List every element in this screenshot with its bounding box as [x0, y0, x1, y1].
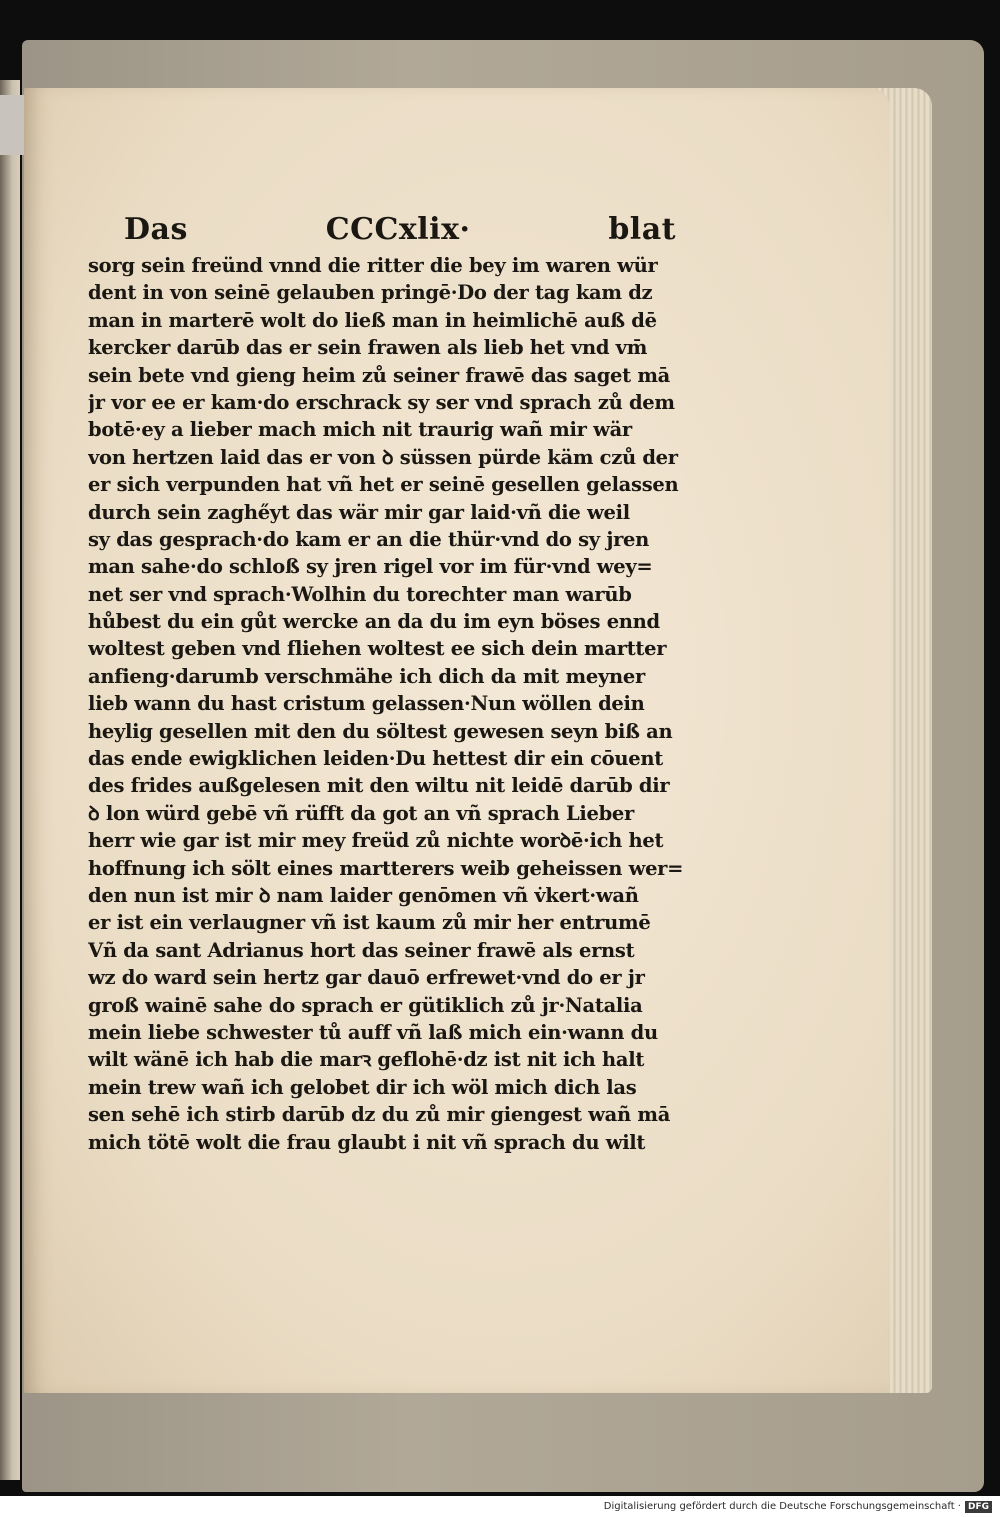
text-line: sorg sein freünd vnnd die ritter die bey im waren wür [88, 254, 658, 277]
text-line: groß wainē sahe do sprach er gütiklich zů jr·Natalia [88, 993, 643, 1017]
text-line: er sich verpunden hat vñ het er seinē gesellen gelassen [88, 473, 679, 497]
text-line: mein trew wañ ich gelobet dir ich wöl mich dich las [88, 1075, 637, 1099]
text-line: heylig gesellen mit den du söltest gewesen seyn biß an [88, 719, 673, 743]
text-line: dent in von seinē gelauben pringē·Do der tag kam dz [88, 281, 653, 305]
facing-page-edge [0, 80, 20, 1480]
text-line: hůbest du ein gůt wercke an da du im eyn böses ennd [88, 610, 660, 634]
text-line: von hertzen laid das er von ꝺ süssen pürde käm czů der [88, 445, 678, 469]
text-line: des frides außgelesen mit den wiltu nit leidē darūb dir [88, 774, 670, 798]
running-header [88, 212, 718, 252]
text-line: kercker darūb das er sein frawen als lieb het vnd vm̄ [88, 336, 648, 360]
text-line: sein bete vnd gieng heim zů seiner frawē das saget mā [88, 363, 671, 387]
text-line: herr wie gar ist mir mey freüd zů nichte worꝺē·ich het [88, 829, 664, 853]
funding-credit: Digitalisierung gefördert durch die Deutsche Forschungsgemeinschaft · [603, 1501, 961, 1512]
text-line: anfieng·darumb verschmähe ich dich da mit meyner [88, 664, 645, 688]
text-lines [88, 252, 718, 1156]
text-line: jr vor ee er kam·do erschrack sy ser vnd sprach zů dem [88, 390, 675, 414]
text-line: mich tötē wolt die frau glaubt i nit vñ sprach du wilt [88, 1130, 646, 1154]
text-line: sen sehē ich stirb darūb dz du zů mir giengest wañ mā [88, 1103, 671, 1127]
text-line: wz do ward sein hertz gar dauō erfrewet·vnd do er jr [88, 966, 645, 990]
text-line: man sahe·do schloß sy jren rigel vor im für·vnd wey= [88, 555, 653, 579]
text-line: das ende ewigklichen leiden·Du hettest dir ein cōuent [88, 747, 663, 771]
header-right: blat [608, 212, 676, 247]
text-line: lieb wann du hast cristum gelassen·Nun wöllen dein [88, 692, 645, 716]
text-line: wilt wänē ich hab die marꝛ geflohē·dz ist nit ich halt [88, 1048, 645, 1072]
binding-strip [0, 95, 24, 155]
text-line: net ser vnd sprach·Wolhin du torechter man warūb [88, 582, 632, 606]
text-line: Vñ da sant Adrianus hort das seiner frawē als ernst [88, 938, 635, 962]
text-line: hoffnung ich sölt eines martterers weib geheissen wer= [88, 856, 684, 880]
text-line: durch sein zaghe̋yt das wär mir gar laid·vñ die weil [88, 500, 630, 524]
header-left: Das [124, 212, 188, 247]
text-line: ꝺ lon würd gebē vñ rüfft da got an vñ sprach Lieber [88, 801, 634, 825]
folio-number: CCCxlix· [325, 212, 471, 247]
text-line: mein liebe schwester tů auff vñ laß mich ein·wann du [88, 1020, 658, 1044]
footer-bar [0, 1496, 1000, 1517]
text-line: man in marterē wolt do ließ man in heimlichē auß dē [88, 308, 657, 332]
text-block [88, 212, 718, 1156]
text-line: den nun ist mir ꝺ nam laider genōmen vñ v̇kert·wañ [88, 883, 639, 907]
text-line: woltest geben vnd fliehen woltest ee sich dein martter [88, 637, 667, 661]
text-line: botē·ey a lieber mach mich nit traurig wañ mir wär [88, 418, 632, 442]
text-line: er ist ein verlaugner vñ ist kaum zů mir her entrumē [88, 911, 651, 935]
dfg-logo: DFG [965, 1501, 992, 1513]
text-line: sy das gesprach·do kam er an die thür·vnd do sy jren [88, 527, 650, 551]
